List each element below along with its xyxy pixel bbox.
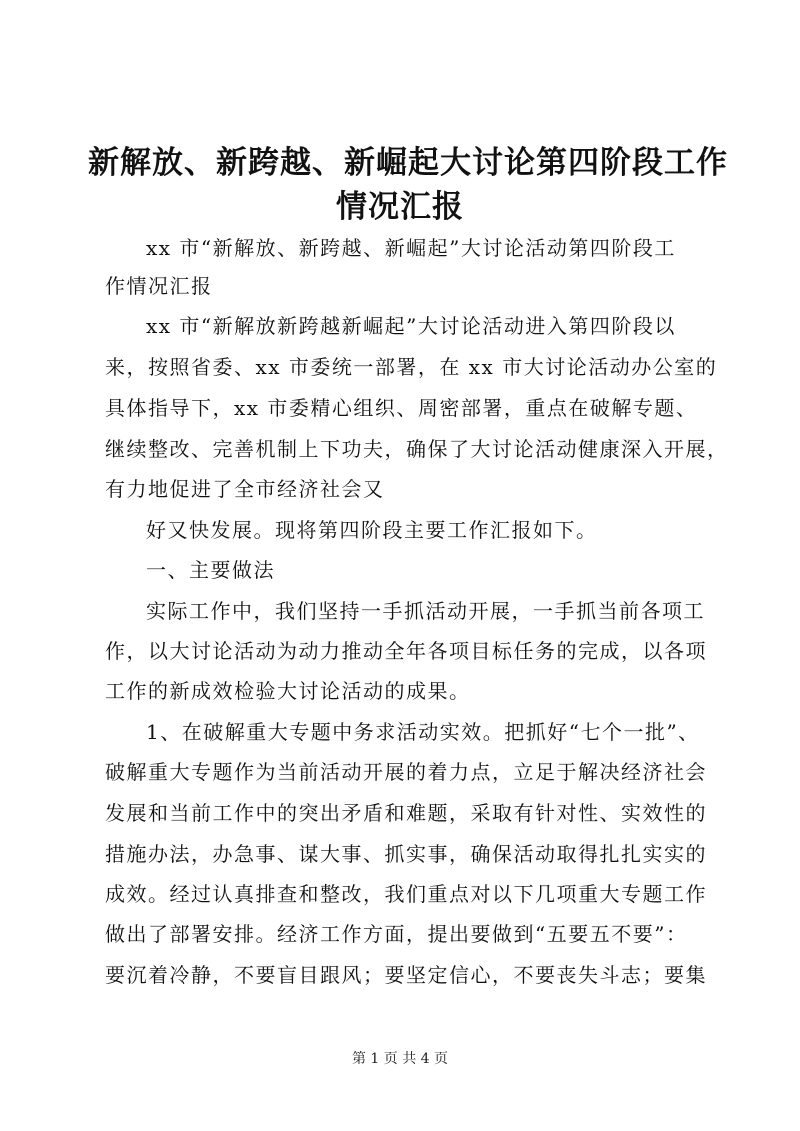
body-line-3: xx 市“新解放新跨越新崛起”大讨论活动进入第四阶段以 — [146, 314, 676, 338]
body-line-1: xx 市“新解放、新跨越、新崛起”大讨论活动第四阶段工 — [146, 236, 676, 260]
body-line-18: 做出了部署安排。经济工作方面，提出要做到“五要五不要”： — [105, 922, 688, 946]
document-title-line-1: 新解放、新跨越、新崛起大讨论第四阶段工作 — [88, 145, 728, 181]
body-line-16: 措施办法，办急事、谋大事、抓实事，确保活动取得扎扎实实的 — [105, 842, 707, 866]
body-line-11: 作，以大讨论活动为动力推动全年各项目标任务的完成，以各项 — [105, 639, 707, 663]
body-line-17: 成效。经过认真排查和整改，我们重点对以下几项重大专题工作 — [105, 882, 707, 906]
page-footer: 第 1 页 共 4 页 — [351, 1051, 449, 1067]
body-line-13: 1、在破解重大专题中务求活动实效。把抓好“七个一批”、 — [146, 720, 700, 744]
body-line-2: 作情况汇报 — [105, 274, 213, 298]
body-line-14: 破解重大专题作为当前活动开展的着力点，立足于解决经济社会 — [105, 760, 707, 784]
body-line-12: 工作的新成效检验大讨论活动的成果。 — [105, 679, 471, 703]
body-line-8: 好又快发展。现将第四阶段主要工作汇报如下。 — [146, 518, 598, 542]
body-line-6: 继续整改、完善机制上下功夫，确保了大讨论活动健康深入开展， — [105, 437, 729, 461]
body-line-10: 实际工作中，我们坚持一手抓活动开展，一手抓当前各项工 — [146, 599, 705, 623]
body-line-7: 有力地促进了全市经济社会又 — [105, 477, 385, 501]
body-line-4: 来，按照省委、xx 市委统一部署，在 xx 市大讨论活动办公室的 — [105, 355, 718, 379]
body-line-5: 具体指导下，xx 市委精心组织、周密部署，重点在破解专题、 — [105, 396, 698, 420]
body-line-19: 要沉着冷静，不要盲目跟风；要坚定信心，不要丧失斗志；要集 — [105, 963, 707, 987]
document-title-line-2: 情况汇报 — [336, 189, 464, 225]
body-line-15: 发展和当前工作中的突出矛盾和难题，采取有针对性、实效性的 — [105, 801, 707, 825]
section-heading-1: 一、主要做法 — [146, 558, 275, 582]
